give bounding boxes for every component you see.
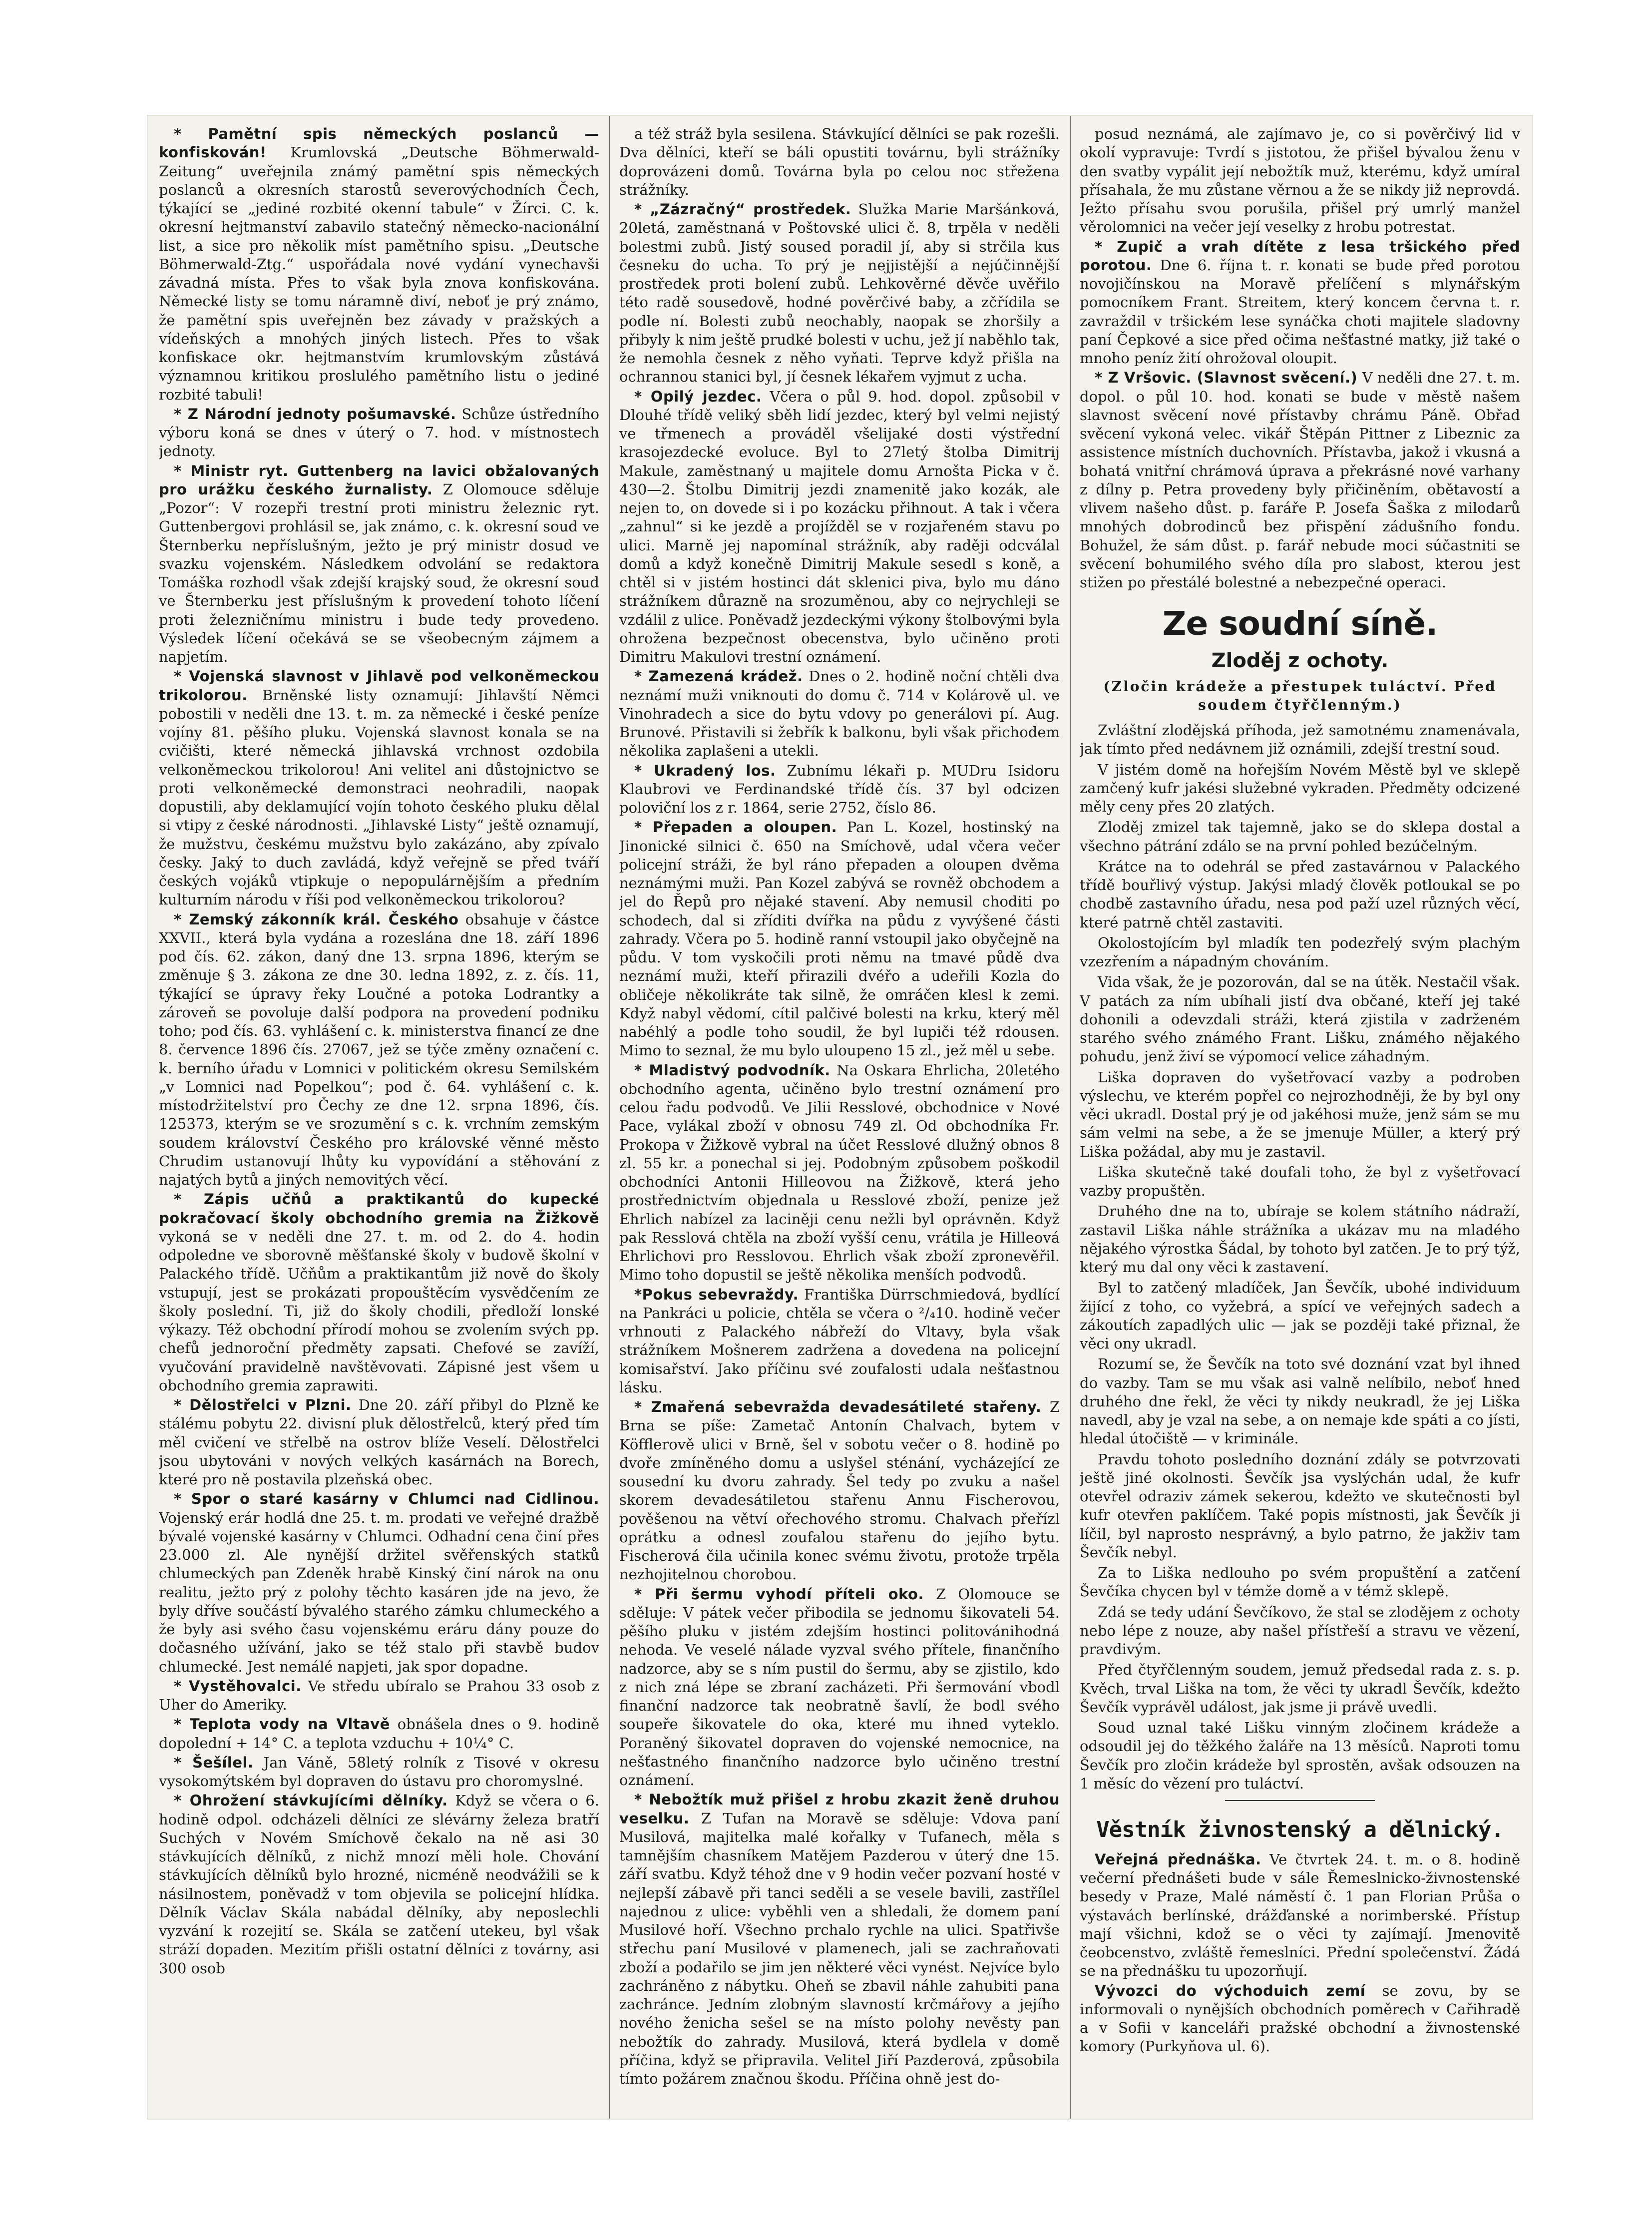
article-heading: * Opilý jezdec. xyxy=(634,388,762,405)
article-text: Dne 20. září přibyl do Plzně ke stálému pobytu 22. divisní pluk dělostřelců, který před tím měl cvičení ve střelbě na ostrov blíže Veselí. Dělostřelci jsou ubytováni v nových velkých kasárnách na Borech, které pro ně postavila plzeňská obec. xyxy=(159,1396,599,1488)
court-paragraph: V jistém domě na hořejším Novém Městě byl ve sklepě zamčený kufr jakési služebné vykraden. Předměty odcizené měly ceny přes 20 zlatých. xyxy=(1080,761,1520,816)
article-text: Krumlovská „Deutsche Böhmerwald-Zeitung“ uveřejnila známý pamětní spis německých poslanců a okresních starostů severovýchodních Čech, týkající se „jediné rozbité okenní tabule“ v Žírci. C. k. okresní hejtmanství zabavilo statečný německo-nacionální list, a sice pro několik míst pamětního spisu. „Deutsche Böhmerwald-Ztg.“ uspořádala nové vydání vynechavši závadná místa. Přes to však byla znova konfiskována. Německé listy se tomu náramně diví, neboť je prý známo, že pamětní spis uveřejněn bez závady v pražských a vídeňských a mnohých jiných listech. Přes to však konfiskace okr. hejtmanstvím krumlovským zůstává významnou kritikou proslulého pamětního listu o jediné rozbité tabuli! xyxy=(159,144,599,403)
news-article xyxy=(159,405,599,461)
court-article-body xyxy=(1080,721,1520,1793)
news-article xyxy=(1080,369,1520,592)
news-article xyxy=(1080,1850,1520,1981)
article-heading: * Pamětní spis německých poslanců — konfiskován! xyxy=(159,125,599,161)
article-heading: * Zupič a vrah dítěte z lesa tršického před porotou. xyxy=(1080,238,1520,274)
news-article xyxy=(159,1396,599,1489)
column-2 xyxy=(619,125,1060,2113)
article-text: Pan L. Kozel, hostinský na Jinonické silnici č. 650 na Smíchově, udal včera večer policejní stráži, že byl ráno přepaden a oloupen dvěma neznámými muži. Pan Kozel zabývá se rovněž obchodem a jel do Řepů pro nějaké stavení. Aby nemusil choditi po schodech, dal si zříditi dvířka na půdu z vyvýšené části zahrady. Včera po 5. hodině ranní vstoupil jako obyčejně na půdu. V tom vyskočili proti němu na tmavé půdě dva neznámí muži, kteří přirazili dvéřo a udeřili Kozla do obličeje několikráte tak silně, že omráčen klesl k zemi. Když nabyl vědomí, cítil palčivé bolesti na krku, který měl nabéhlý a podle toho soudil, že byl lupiči též rdousen. Mimo to seznal, že mu bylo uloupeno 15 zl., jež měl u sebe. xyxy=(619,819,1060,1059)
news-article xyxy=(619,818,1060,1060)
article-text: posud neznámá, ale zajímavo je, co si pověrčivý lid v okolí vypravuje: Tvrdí s jistotou, že přišel bývalou ženu v den svatby vypálit její nebožtík muž, kterému, když umíral přísahala, že mu zůstane věrnou a že se nikdy již neprovdá. Ježto přísahu svou porušila, přišel prý umrlý manžel věrolomnici na večer její veselky z hrobu potrestat. xyxy=(1080,125,1520,236)
news-article xyxy=(619,1790,1060,2088)
news-article xyxy=(159,1715,599,1753)
news-article xyxy=(619,667,1060,760)
news-article xyxy=(619,762,1060,818)
court-paragraph: Pravdu tohoto posledního doznání zdály se potvrzovati ještě jiné okolnosti. Ševčík jsa vyslýchán udal, že kufr otevřel odraziv zámek sekerou, kdežto ve skutečnosti byl kufr otevřen paklíčem. Také popis místnosti, jak Ševčík ji líčil, byl naprosto nesprávný, a bylo patrno, že jakživ tam Ševčík nebyl. xyxy=(1080,1450,1520,1561)
trade-section-body xyxy=(1080,1850,1520,2056)
news-article xyxy=(159,667,599,909)
news-article xyxy=(159,1677,599,1715)
article-heading: * Mladistvý podvodník. xyxy=(634,1061,830,1079)
court-paragraph: Druhého dne na to, ubíraje se kolem státního nádraží, zastavil Liška náhle strážníka a ukázav mu na mladého nějakého výrostka Šádal, by tohoto byl zatčen. Je to prý týž, který mu dal ony věci k zastavení. xyxy=(1080,1203,1520,1276)
newspaper-page xyxy=(148,116,1532,2119)
article-text: obnášela dnes o 9. hodině dopolední + 14° C. a teplota vzduchu + 10¼° C. xyxy=(159,1716,599,1752)
article-heading: * Teplota vody na Vltavě xyxy=(174,1716,390,1733)
article-heading: * Z Národní jednoty pošumavské. xyxy=(174,405,456,423)
article-text: Dne 6. října t. r. konati se bude před porotou novojičínskou na Moravě přelíčení s mlynářským pomocníkem Frant. Streitem, který koncem června t. r. zavraždil v tršickém lese synáčka choti majitele sladovny paní Čepkové a sice před očima nešťastné matky, již také o mnoho peníz žití ohrožoval oloupit. xyxy=(1080,256,1520,367)
court-section-title: Ze soudní síně. xyxy=(1162,604,1438,643)
article-text: Jan Váně, 58letý rolník z Tisové v okresu vysokomýtském byl dopraven do ústavu pro choromyslné. xyxy=(159,1754,599,1789)
news-article xyxy=(159,1190,599,1395)
news-article xyxy=(619,200,1060,387)
article-text: Když se včera o 6. hodině odpol. odcházeli dělníci ze slévárny železa bratří Suchých v Novém Smíchově čekalo na ně asi 30 stávkujících dělníků, z nichž mnozí měli hole. Chování stávkujících dělníků bylo hrozné, nicméně neodvážili se k násilnostem, poněvadž v tom objevila se policejní hlídka. Dělník Václav Skála nabádal dělníky, aby neposlechli vyzvání k rozejití se. Skála se zatčení utekeu, byl však stráží dopaden. Mezitím přišli ostatní dělníci z továrny, asi 300 osob xyxy=(159,1792,599,1977)
column-divider xyxy=(1070,116,1071,2119)
column-3 xyxy=(1080,125,1520,2113)
article-text: Zubnímu lékaři p. MUDru Isidoru Klaubrovi ve Ferdinandské třídě čís. 37 byl odcizen poloviční los z r. 1864, serie 2752, číslo 86. xyxy=(619,762,1060,816)
column-1 xyxy=(159,125,599,2113)
news-article xyxy=(159,462,599,667)
article-heading: * Z Vršovic. (Slavnost svěcení.) xyxy=(1095,369,1358,387)
article-text: Ve středu ubíralo se Prahou 33 osob z Uher do Ameriky. xyxy=(159,1677,599,1713)
article-text: Na Oskara Ehrlicha, 20letého obchodního agenta, učiněno bylo trestní oznámení pro celou řadu podvodů. Ve Jilii Resslové, obchodnice v Nové Pace, vylákal zboží v obnosu 749 zl. Od obchodníka Fr. Prokopa v Žižkově vybral na účet Resslové dlužný obnos 8 zl. 55 kr. a ponechal si jej. Podobným způsobem poškodil obchodníci Antonii Hilleovou na Žižkově, která jeho prostřednictvím objednala u Resslové zboží, penize jež Ehrlich nabízel za laciněji cenu nežli byl oprávněn. Když pak Resslová chtěla na zboží vyšší cenu, vrátila je Hilleová Ehrlichovi pro Resslovou. Ehrlich však zboží zpronevěřil. Mimo toho dopustil se ještě několika menších podvodů. xyxy=(619,1061,1060,1284)
news-article xyxy=(619,125,1060,199)
court-paragraph: Byl to zatčený mladíček, Jan Ševčík, ubohé individuum žijící z toho, co vyžebrá, a spící ve veřejných sadech a zákoutích zapadlých ulic — jak se později také přiznal, že věci ony ukradl. xyxy=(1080,1279,1520,1352)
article-heading: Vývozci do východuich zemí xyxy=(1095,1982,1366,1999)
news-article xyxy=(1080,1982,1520,2056)
news-article xyxy=(619,1585,1060,1790)
court-paragraph: Zdá se tedy udání Ševčíkovo, že stal se zlodějem z ochoty nebo lépe z nouze, aby našel přístřeší a stravu ve vězení, pravdivým. xyxy=(1080,1603,1520,1658)
court-paragraph: Soud uznal také Lišku vinným zločinem krádeže a odsoudil jej do těžkého žaláře na 13 měsíců. Naproti tomu Ševčík pro zločin krádeže byl sprostěn, avšak odsouzen na 1 měsíc do vězení pro tuláctví. xyxy=(1080,1719,1520,1792)
article-heading: * Přepaden a oloupen. xyxy=(634,819,837,836)
article-heading: * Zemský zákonník král. Českého xyxy=(174,910,459,928)
court-paragraph: Liška dopraven do vyšetřovací vazby a podroben výslechu, ve kterém popřel co nejrozhodněji, že by byl ony věci ukradl. Dostal prý je od jakéhosi muže, jenž sám se mu sám velmi na sebe, a že se jmenuje Müller, a který prý Liška požádal, aby mu je zastavil. xyxy=(1080,1068,1520,1160)
article-heading: *Pokus sebevraždy. xyxy=(634,1286,799,1303)
court-paragraph: Zvláštní zlodějská příhoda, jež samotnému znamenávala, jak tímto před nedávnem již oznámili, zdejší trestní soud. xyxy=(1080,722,1520,758)
article-text: Služka Marie Maršánková, 20letá, zaměstnaná v Poštovské ulici č. 8, trpěla v neděli bolestmi zubů. Jistý soused poradil jí, aby si strčila kus česneku do ucha. To prý je nejjistější a nejúčinnější prostředek proti bolení zubů. Lehkověrné děvče uvěřilo této radě sousedově, hodné pověrčivé baby, a zčřídila se podle ní. Bolesti zubů neochably, naopak se zhoršily a přibyly k nim ještě prudké bolesti v uchu, jež jí naběhlo tak, že nemohla česnek z něho vyňati. Teprve když přišla na ochrannou stanici byl, jí česnek lékařem vyjmut z ucha. xyxy=(619,201,1060,386)
news-article xyxy=(1080,238,1520,368)
article-heading: * Zamezená krádež. xyxy=(634,668,803,685)
article-text: Františka Dürrschmiedová, bydlící na Pankráci u policie, chtěla se včera o ²/₄10. hodině večer vrhnouti z Palackého nábřeží do Vltavy, byla však strážníkem Mošnerem zadržena a dovedena na policejní komisařství. Jako příčinu své zoufalosti udala nešťastnou lásku. xyxy=(619,1286,1060,1396)
article-heading: Veřejná přednáška. xyxy=(1095,1850,1261,1868)
article-text: vykoná se v neděli dne 27. t. m. od 2. do 4. hodin odpoledne ve sborovně měšťanské školy v budově školní v Palackého třídě. Učňům a praktikantům již nově do školy vstupují, jest se prokázati propouštěcím vysvědčením ze školy poslední. Ti, již do školy chodili, předloží lonské výkazy. Též obchodní přírodí mohou se zvolením svých pp. chefů jednoroční předměty zapsati. Chefové se zavíží, vyučování pravidelně navštěvovati. Zápisné jest všem u obchodního gremia zaprawiti. xyxy=(159,1228,599,1394)
news-article xyxy=(159,1490,599,1676)
article-text: Dnes o 2. hodině noční chtěli dva neznámí muži vniknouti do domu č. 714 v Kolárově ul. ve Vinohradech a sice do bytu vdovy po generálovi pí. Aug. Brunové. Přistavili si žebřík k balkonu, byli však přichodem několika zaplašeni a utekli. xyxy=(619,668,1060,760)
court-paragraph: Za to Liška nedlouho po svém propuštění a zatčení Ševčíka chycen byl v témže domě a v témž sklepě. xyxy=(1080,1564,1520,1600)
article-heading: * Spor o staré kasárny v Chlumci nad Cidlinou. xyxy=(174,1490,599,1508)
column-3-articles xyxy=(1080,125,1520,592)
article-heading: * Vystěhovalci. xyxy=(174,1677,302,1695)
court-article-title: Zloděj z ochoty. xyxy=(1211,649,1389,673)
article-text: Z Brna se píše: Zametač Antonín Chalvach, bytem v Köfflerově ulici v Brně, šel v sobotu večer o 8. hodině po dvoře zmíněného domu a uslyšel sténání, vycházející ze sousední ku dvoru zahrady. Šel tedy po zvuku a našel skorem devadesátiletou stařenu Annu Fischerovou, pověšenou na větví ořechového stromu. Chalvach přeřízl oprátku a odnesl zoufalou stařenu do jejího bytu. Fischerová čila učinila konec svému životu, protože trpěla nezhojitelnou chorobou. xyxy=(619,1398,1060,1583)
news-article xyxy=(159,1791,599,1978)
article-text: Z Tufan na Moravě se sděluje: Vdova paní Musilová, majitelka malé kořalky v Tufanech, měla s tamnějším chasníkem Matějem Pazderou v úterý dne 15. září svatbu. Když téhož dne v 9 hodin večer pozvaní hosté v nejlepší zábavě při tanci seděli a se vesele bavili, zastřílel najednou z ulice: vyběhli ven a shledali, že domem paní Musilové hoří. Všechno prchalo rychle na ulici. Spatřivše střechu paní Musilové v plamenech, jali se zachraňovati zboží a podařilo se jim jen některé věci vynést. Nejvíce bylo zachráněno z nábytku. Oheň se zbavil náhle zahubiti pana zachránce. Jedním zlobným slavností krčmářovy a jejího nového ženicha sešel se na místo polohy nevěsty pan nebožtík do zahrady. Musilová, která bydlela v domě příčina, když se připravila. Velitel Jiří Pazderová, způsobila tímto požárem značnou škodu. Příčina ohně jest do- xyxy=(619,1809,1060,2087)
news-article xyxy=(159,125,599,404)
court-paragraph: Krátce na to odehrál se před zastavárnou v Palackého třídě bouřlivý výstup. Jakýsi mladý člověk potloukal se po chodbě zastavního úřadu, nesa pod paží uzel různých věcí, které patrně chtěl zastaviti. xyxy=(1080,858,1520,931)
court-paragraph: Vida však, že je pozorován, dal se na útěk. Nestačil však. V patách za ním ubíhali jistí dva občané, kteří jej také dohonili a odevzdali stráži, která zjistila v zadrženém starého svého známého Frant. Lišku, známého nějakého pohudu, jenž živí se výpomocí velice záhadným. xyxy=(1080,973,1520,1065)
trade-section-title: Věstník živnostenský a dělnický. xyxy=(1096,1817,1504,1843)
article-text: Z Olomouce se sděluje: V pátek večer přibodila se jednomu šikovateli 54. pěšího pluku v jistém zdejším hostinci politovánihodná nehoda. Ve veselé nálade vyzval svého přítele, finančního nadzorce, aby se s ním pustil do šermu, aby se zjistilo, kdo z nich zná lépe se zbraní zacházeti. Při šermování vbodl finanční nadzorce tak neobratně šavlí, že bodl svého soupeře šikovatele do oka, které mu ihned vyteklo. Poraněný šikovatel dopraven do vojenské nemocnice, na nešťastného finančního nadzorce bylo učiněno trestní oznámení. xyxy=(619,1585,1060,1788)
article-text: Vojenský erár hodlá dne 25. t. m. prodati ve veřejné dražbě bývalé vojenské kasárny v Chlumci. Odhadní cena činí přes 23.000 zl. Ale nynější držitel svěřenských statků chlumeckých pan Zdeněk hrabě Kinský činí nárok na onu realitu, ježto prý z polohy těchto kasáren jde na jevo, že byly dříve součástí bývalého starého zámku chlumeckého a že byly asi svého času vojenskému eráru dány pouze do dočasného užívání, jako se též stalo při stavbě budov chlumecké. Jest nemálé napjeti, jak spor dopadne. xyxy=(159,1509,599,1675)
article-text: Brněnské listy oznamují: Jihlavští Němci pobostili v neděli dne 13. t. m. za německé i české peníze vojíny 81. pěšího pluku. Vojenská slavnost konala se na cvičišti, které německá jihlavská vrchnost ozdobila velkoněmeckou trikolorou! Ani velitel ani důstojnictvo se proti velkoněmecké demonstraci neohradili, naopak dopustili, aby deklamující vojín tohoto českého pluku dělal si vtipy z české národnosti. „Jihlavské Listy“ ještě oznamují, že mužstvu, českému mužstvu bylo zakázáno, aby zpívalo česky. Jaký to duch zavládá, když veřejně se před tváří českých vojáků vtipkuje o nepopulárnějším a předním kulturním národu v říši pod velkoněmeckou trikolorou? xyxy=(159,686,599,908)
article-heading: * Ohrožení stávkujícími dělníky. xyxy=(174,1792,448,1809)
article-heading: * Šešílel. xyxy=(174,1754,254,1771)
court-paragraph: Liška skutečně také doufali toho, že byl z vyšetřovací vazby propuštěn. xyxy=(1080,1163,1520,1200)
news-article xyxy=(159,910,599,1190)
article-heading: * Zmařená sebevražda devadesátileté stařeny. xyxy=(634,1398,1042,1415)
news-article xyxy=(619,1286,1060,1397)
news-article xyxy=(159,1754,599,1791)
article-heading: * Vojenská slavnost v Jihlavě pod velkoněmeckou trikolorou. xyxy=(159,668,599,704)
court-paragraph: Rozumí se, že Ševčík na toto své doznání vzat byl ihned do vazby. Tam se mu však asi valně nelíbilo, neboť hned druhého dne řekl, že věci ty nikdy neukradl, že jej Liška navedl, aby je vzal na sebe, a on nemaje kde spáti a co jísti, hledal útočiště — v kriminále. xyxy=(1080,1355,1520,1447)
article-heading: * Zápis učňů a praktikantů do kupecké pokračovací školy obchodního gremia na Žižkově xyxy=(159,1191,599,1227)
article-text: V neděli dne 27. t. m. dopol. o půl 10. hod. konati se bude v městě našem slavnost svěcení nové přístavby chrámu Páně. Obřad svěcení vykoná velec. vikář Štěpán Pittner z Libeznic za assistence místních duchovních. Přístavba, jakož i vkusná a bohatá vnitřní chrámová úprava a překrásné nové varhany z dílny p. Petra provedeny byly přičiněním, obětavostí a vlivem našeho důst. p. faráře P. Josefa Šaška z milodarů mnohých dobrodinců bez přispění zádušního fondu. Bohužel, že sám důst. p. farář nebude moci súčastniti se svěcení bohumilého svého díla pro slabost, kterou jest stižen po přestálé bolestné a nebezpečné operaci. xyxy=(1080,369,1520,591)
article-heading: * Nebožtík muž přišel z hrobu zkazit ženě druhou veselku. xyxy=(619,1791,1060,1827)
article-heading: * „Zázračný“ prostředek. xyxy=(634,201,851,218)
article-text: Z Olomouce sděluje „Pozor“: V rozepři trestní proti ministru železnic ryt. Guttenbergovi prohlásil se, jak známo, c. k. okresní soud ve Šternberku nepříslušným, ježto je prý ministr dosud ve svazku vojenském. Následkem odvolání se redaktora Tomáška rozhodl však zdejší krajský soud, že okresní soud ve Šternberku jest příslušným k provedení tohoto líčení proti železničnímu ministru i bude tedy provedeno. Výsledek líčení očekává se se všeobecným zájmem a napjetím. xyxy=(159,480,599,665)
article-text: Včera o půl 9. hod. dopol. způsobil v Dlouhé třídě veliký sběh lidí jezdec, který byl velmi nejistý ve třmenech a prováděl všelijaké dosti výstřední krasojezdecké evoluce. Byl to 27letý štolba Dimitrij Makule, zaměstnaný u majitele domu Arnošta Picka v č. 430—2. Štolbu Dimitrij jezdi znamenitě jako kozák, ale nejen to, on dovede si i po kozácku přihnout. A tak i včera „zahnul“ si ke jezdě a projížděl se v rozjařeném stavu po ulici. Marně jej napomínal strážník, aby raději odcválal domů a když konečně Dimitrij Makule sesedl s koně, a chtěl si v jistém hostinci dát sklenici piva, bylo mu dáno strážníkem důrazně na srozuměnou, aby co nejrychleji se vzdálil z ulice. Poněvadž jezdeckými výkony štolbovými byla ohrožena bezpečnost obecenstva, bylo učiněno proti Dimitru Makulovi trestní oznámení. xyxy=(619,388,1060,665)
article-heading: * Dělostřelci v Plzni. xyxy=(174,1396,352,1413)
column-divider xyxy=(609,116,610,2119)
court-paragraph: Zloděj zmizel tak tajemně, jako se do sklepa dostal a všechno pátrání zdálo se na první pohled bezúčelným. xyxy=(1080,819,1520,855)
article-text: a též stráž byla sesilena. Stávkující dělníci se pak rozešli. Dva dělníci, kteří se báli opustiti továrnu, byli strážníky doprovázeni domů. Továrna byla po celou noc střežena strážníky. xyxy=(619,125,1060,198)
article-text: Schůze ústředního výboru koná se dnes v úterý o 7. hod. v místnostech jednoty. xyxy=(159,405,599,460)
article-text: obsahuje v částce XXVII., která byla vydána a rozeslána dne 18. září 1896 pod čís. 62. zákon, daný dne 13. srpna 1896, kterým se změnuje § 3. zákona ze dne 30. ledna 1892, z. z. čís. 11, týkající se úpravy řeky Loučné a potoka Lodrantky a zároveň se povoluje další podpora na provedení podniku toho; pod čís. 63. vyhlášení c. k. ministerstva financí ze dne 8. července 1896 čís. 27067, jež se týče změny označení c. k. berního úřadu v Lomnici v politickém okresu Semilském „v Lomnici nad Popelkou“; pod č. 64. vyhlášení c. k. místodržitelství pro Čechy ze dne 12. srpna 1896, čís. 125373, kterým se ve srozumění s c. k. vrchním zemským soudem království Českého pro královské věnné město Chrudim ustanovují lhůty ku vypovídání a stěhování z najatých bytů a jiných nemovitých věcí. xyxy=(159,910,599,1188)
court-paragraph: Před čtyřčlenným soudem, jemuž předsedal rada z. s. p. Kvěch, trval Liška na tom, že věci ty ukradl Ševčík, kdežto Ševčík vyprávěl událost, jak jsme ji právě uvedli. xyxy=(1080,1661,1520,1716)
news-article xyxy=(619,388,1060,667)
news-article xyxy=(619,1398,1060,1584)
article-heading: * Při šermu vyhodí příteli oko. xyxy=(634,1585,924,1603)
article-text: se zovu, by se informovali o nynějších obchodních poměrech v Cařihradě a v Sofii v kanceláři pražské obchodní a živnostenské komory (Purkyňova ul. 6). xyxy=(1080,1982,1520,2055)
news-article xyxy=(1080,125,1520,237)
court-paragraph: Okolostojícím byl mladík ten podezřelý svým plachým vzezřením a nápadným chováním. xyxy=(1080,934,1520,970)
court-article-note: (Zločin krádeže a přestupek tuláctví. Před soudem čtyřčlenným.) xyxy=(1103,678,1497,713)
news-article xyxy=(619,1061,1060,1285)
section-divider xyxy=(1225,1800,1375,1801)
article-text: Ve čtvrtek 24. t. m. o 8. hodině večerní přednášeti bude v sále Řemeslnicko-živnostenské besedy v Praze, Malé náměstí č. 1 pan Florian Průša o výstavách berlínské, drážďanské a norimberské. Přístup mají všichni, kdož se o věci ty zajímají. Jmenovitě čeobcenstvo, zvláště řemeslníci. Přední společenství. Žádá se na přednášku tu upozorňují. xyxy=(1080,1850,1520,1980)
article-heading: * Ukradený los. xyxy=(634,762,776,779)
article-heading: * Ministr ryt. Guttenberg na lavici obžalovaných pro urážku českého žurnalisty. xyxy=(159,462,599,498)
